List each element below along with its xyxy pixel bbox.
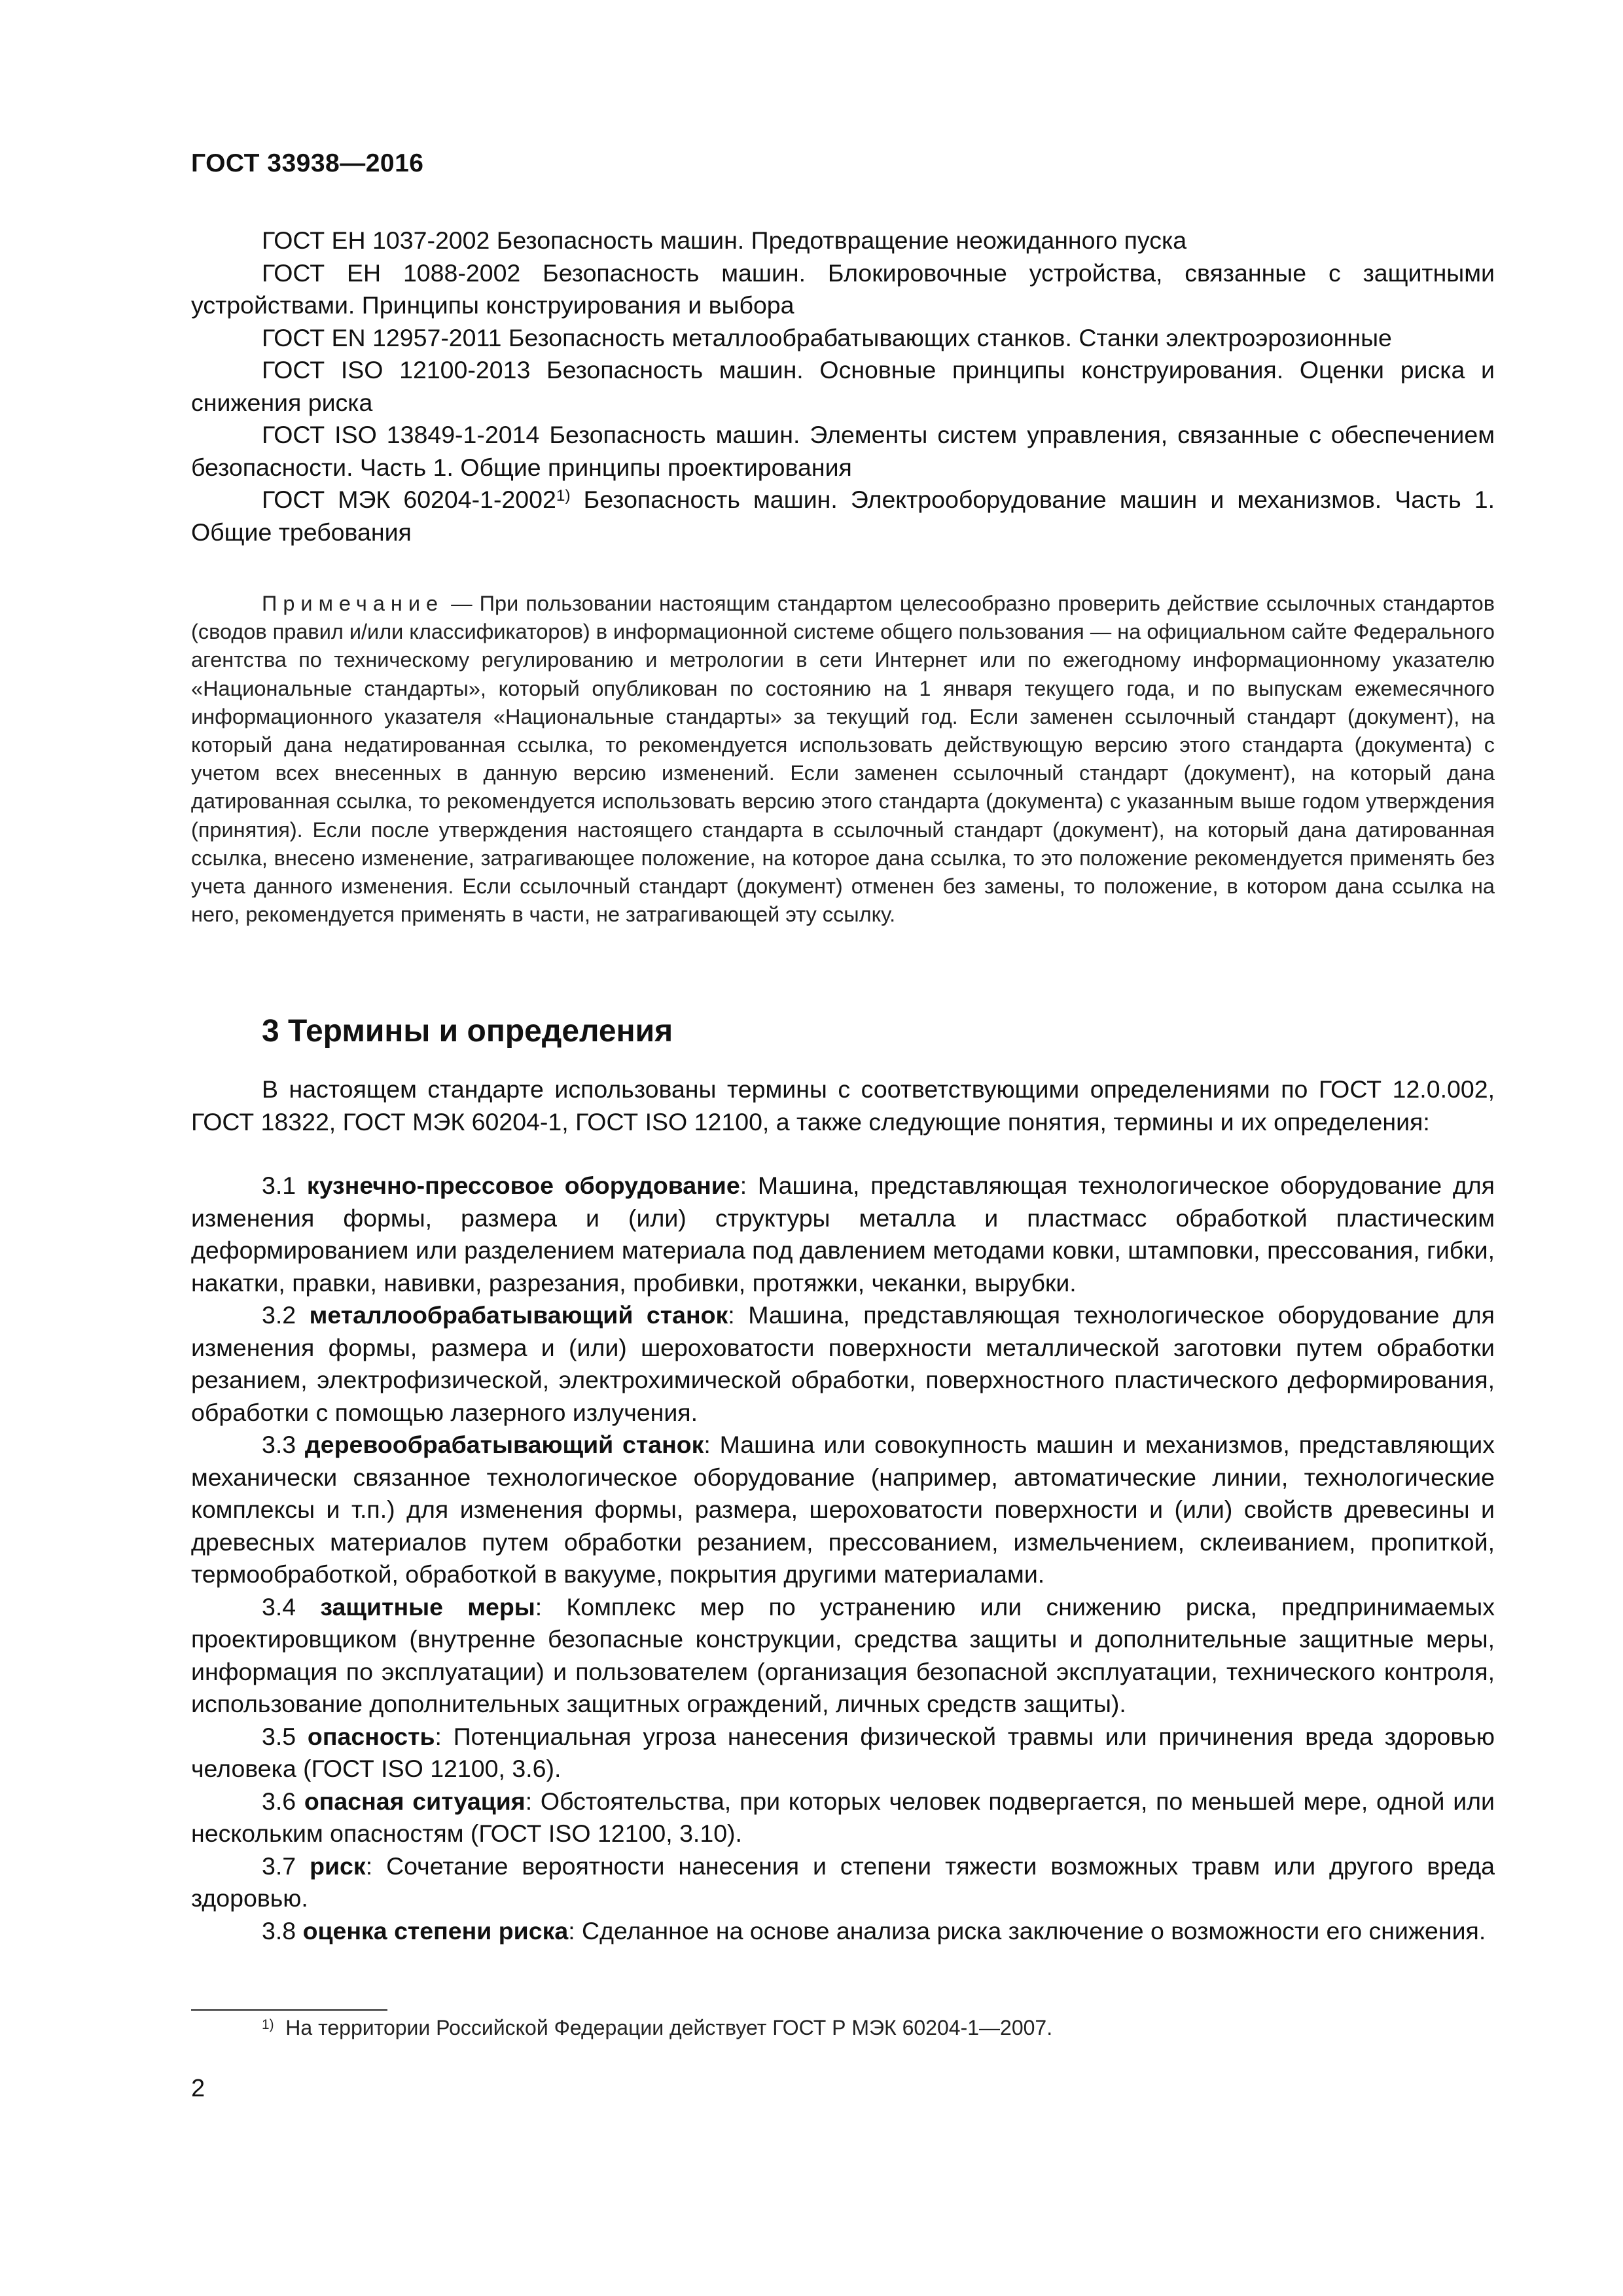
term-definition — [191, 1915, 1495, 1948]
term-text: : Комплекс мер по устранению или снижению риска, предпринимаемых проектировщиком (внутренне безопасные конструкции, средства защиты и дополнительные защитные меры, информация по эксплуатации) и пользователем (организация безопасной эксплуатации, технического контроля, использование дополнительных защитных ограждений, личных средств защиты). — [191, 1592, 1495, 1717]
term-text: : Машина, представляющая технологическое оборудование для изменения формы, размера и (или) структуры металла и пластмасс обработкой пластическим деформированием или разделением материала под давлением методами ковки, штамповки, прессования, гибки, накатки, правки, навивки, разрезания, пробивки, протяжки, чеканки, вырубки. — [191, 1172, 1495, 1297]
normative-references-list — [191, 224, 1495, 548]
section-title: 3 Термины и определения — [262, 1014, 673, 1049]
note-block — [191, 590, 1495, 929]
term-text: : Обстоятельства, при которых человек подвергается, по меньшей мере, одной или нескольким опасностям (ГОСТ ISO 12100, 3.10). — [191, 1787, 1495, 1847]
term-number: 3.1 — [262, 1172, 307, 1199]
section-intro — [191, 1073, 1495, 1138]
reference-item: ГОСТ ЕН 1088-2002 Безопасность машин. Блокировочные устройства, связанные с защитными устройствами. Принципы конструирования и выбора — [191, 259, 1495, 319]
term-number: 3.8 — [262, 1916, 303, 1945]
term-definition — [191, 1721, 1495, 1785]
term-number: 3.5 — [262, 1722, 308, 1750]
reference-text: ГОСТ МЭК 60204-1-2002 — [262, 486, 556, 513]
term-number: 3.3 — [262, 1431, 305, 1458]
term-definition — [191, 1170, 1495, 1299]
term-definition — [191, 1299, 1495, 1429]
term-name: оценка степени риска — [302, 1916, 569, 1945]
term-name: деревообрабатывающий станок — [304, 1431, 704, 1458]
footnote-mark: 1) — [262, 2017, 274, 2032]
term-number: 3.6 — [262, 1787, 304, 1815]
reference-item: ГОСТ ISO 13849-1-2014 Безопасность машин. Элементы систем управления, связанные с обеспечением безопасности. Часть 1. Общие принципы проектирования — [191, 421, 1495, 481]
term-number: 3.2 — [262, 1301, 310, 1329]
term-number: 3.7 — [262, 1852, 310, 1880]
footnote-reference-mark: 1) — [556, 487, 571, 505]
term-name: опасность — [307, 1722, 435, 1750]
note-paragraph — [191, 590, 1495, 929]
term-definition — [191, 1591, 1495, 1721]
footnote-divider — [191, 2009, 387, 2011]
reference-text: Безопасность машин. Электрооборудование машин и механизмов. Часть 1. Общие требования — [191, 486, 1495, 546]
term-definition — [191, 1850, 1495, 1915]
note-label: Примечание — [262, 592, 444, 615]
reference-item: ГОСТ ISO 12100-2013 Безопасность машин. Основные принципы конструирования. Оценки риска и снижения риска — [191, 356, 1495, 416]
reference-item — [191, 484, 1495, 548]
term-definition — [191, 1785, 1495, 1850]
reference-item: ГОСТ ЕН 1037-2002 Безопасность машин. Предотвращение неожиданного пуска — [262, 226, 1187, 254]
page-number: 2 — [191, 2075, 205, 2102]
term-name: металлообрабатывающий станок — [309, 1301, 728, 1329]
term-name: кузнечно-прессовое оборудование — [306, 1172, 740, 1199]
terms-list — [191, 1170, 1495, 1947]
document-code-header: ГОСТ 33938—2016 — [191, 149, 424, 177]
term-text: : Потенциальная угроза нанесения физической травмы или причинения вреда здоровью человека (ГОСТ ISO 12100, 3.6). — [191, 1722, 1495, 1782]
term-text: : Машина, представляющая технологическое оборудование для изменения формы, размера и (или) шероховатости поверхности металлической заготовки путем обработки резанием, электрофизической, электрохимической обработки, поверхностного пластического деформирования, обработки с помощью лазерного излучения. — [191, 1301, 1495, 1426]
term-text: : Сделанное на основе анализа риска заключение о возможности его снижения. — [568, 1916, 1486, 1945]
footnote-text: На территории Российской Федерации действует ГОСТ Р МЭК 60204-1—2007. — [285, 2016, 1053, 2039]
term-definition — [191, 1429, 1495, 1591]
term-text: : Машина или совокупность машин и механизмов, представляющих механически связанное технологическое оборудование (например, автоматические линии, технологические комплексы и т.п.) для изменения формы, размера, шероховатости поверхности и (или) свойств древесины и древесных материалов путем обработки резанием, прессованием, измельчением, склеиванием, пропиткой, термообработкой, обработкой в вакууме, покрытия другими материалами. — [191, 1431, 1495, 1588]
footnote — [262, 2015, 1052, 2041]
term-number: 3.4 — [262, 1592, 321, 1621]
term-name: риск — [310, 1852, 366, 1880]
term-text: : Сочетание вероятности нанесения и степени тяжести возможных травм или другого вреда здоровью. — [191, 1852, 1495, 1912]
term-name: опасная ситуация — [304, 1787, 526, 1815]
term-name: защитные меры — [320, 1592, 535, 1621]
note-text: — При пользовании настоящим стандартом целесообразно проверить действие ссылочных стандартов (сводов правил и/или классификаторов) в информационной системе общего пользования — на официальном сайте Федерального агентства по техническому регулированию и метрологии в сети Интернет или по ежегодному информационному указателю «Национальные стандарты», который опубликован по состоянию на 1 января текущего года, и по выпускам ежемесячного информационного указателя «Национальные стандарты» за текущий год. Если заменен ссылочный стандарт (документ), на который дана недатированная ссылка, то рекомендуется использовать действующую версию этого стандарта (документа) с учетом всех внесенных в данную версию изменений. Если заменен ссылочный стандарт (документ), на который дана датированная ссылка, то рекомендуется использовать версию этого стандарта (документа) с указанным выше годом утверждения (принятия). Если после утверждения настоящего стандарта в ссылочный стандарт (документ), на который дана датированная ссылка, внесено изменение, затрагивающее положение, на которое дана ссылка, то это положение рекомендуется применять без учета данного изменения. Если ссылочный стандарт (документ) отменен без замены, то положение, в котором дана ссылка на него, рекомендуется применять в части, не затрагивающей эту ссылку. — [191, 592, 1495, 927]
reference-item: ГОСТ EN 12957-2011 Безопасность металлообрабатывающих станков. Станки электроэрозионные — [262, 323, 1392, 351]
intro-paragraph: В настоящем стандарте использованы термины с соответствующими определениями по ГОСТ 12.0.002, ГОСТ 18322, ГОСТ МЭК 60204-1, ГОСТ ISO 12100, а также следующие понятия, термины и их определения: — [191, 1075, 1495, 1136]
